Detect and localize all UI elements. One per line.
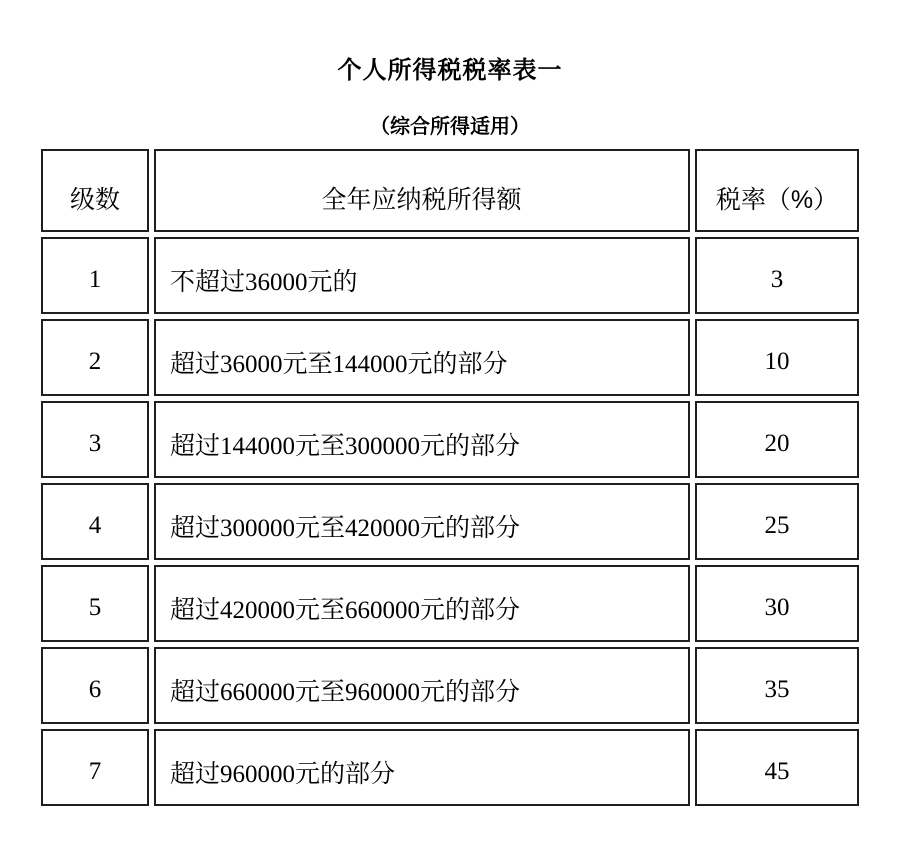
cell-level: 3	[41, 401, 149, 478]
cell-income: 超过660000元至960000元的部分	[154, 647, 690, 724]
cell-income: 超过36000元至144000元的部分	[154, 319, 690, 396]
table-row	[41, 729, 859, 806]
table-row	[41, 319, 859, 396]
cell-rate: 30	[695, 565, 859, 642]
table-row	[41, 483, 859, 560]
cell-level: 7	[41, 729, 149, 806]
table-header-row	[41, 149, 859, 232]
cell-rate: 20	[695, 401, 859, 478]
table-row	[41, 237, 859, 314]
cell-income: 超过144000元至300000元的部分	[154, 401, 690, 478]
cell-rate: 45	[695, 729, 859, 806]
cell-income: 超过420000元至660000元的部分	[154, 565, 690, 642]
cell-level: 4	[41, 483, 149, 560]
header-rate: 税率（%）	[695, 149, 859, 232]
header-income: 全年应纳税所得额	[154, 149, 690, 232]
table-row	[41, 647, 859, 724]
cell-rate: 10	[695, 319, 859, 396]
cell-income: 不超过36000元的	[154, 237, 690, 314]
cell-level: 6	[41, 647, 149, 724]
page-subtitle: （综合所得适用）	[370, 116, 530, 138]
cell-income: 超过960000元的部分	[154, 729, 690, 806]
cell-level: 5	[41, 565, 149, 642]
header-level: 级数	[41, 149, 149, 232]
cell-rate: 35	[695, 647, 859, 724]
cell-rate: 3	[695, 237, 859, 314]
cell-income: 超过300000元至420000元的部分	[154, 483, 690, 560]
page-title: 个人所得税税率表一	[337, 57, 563, 84]
table-row	[41, 565, 859, 642]
cell-rate: 25	[695, 483, 859, 560]
tax-rate-table	[36, 144, 864, 811]
cell-level: 2	[41, 319, 149, 396]
cell-level: 1	[41, 237, 149, 314]
table-row	[41, 401, 859, 478]
